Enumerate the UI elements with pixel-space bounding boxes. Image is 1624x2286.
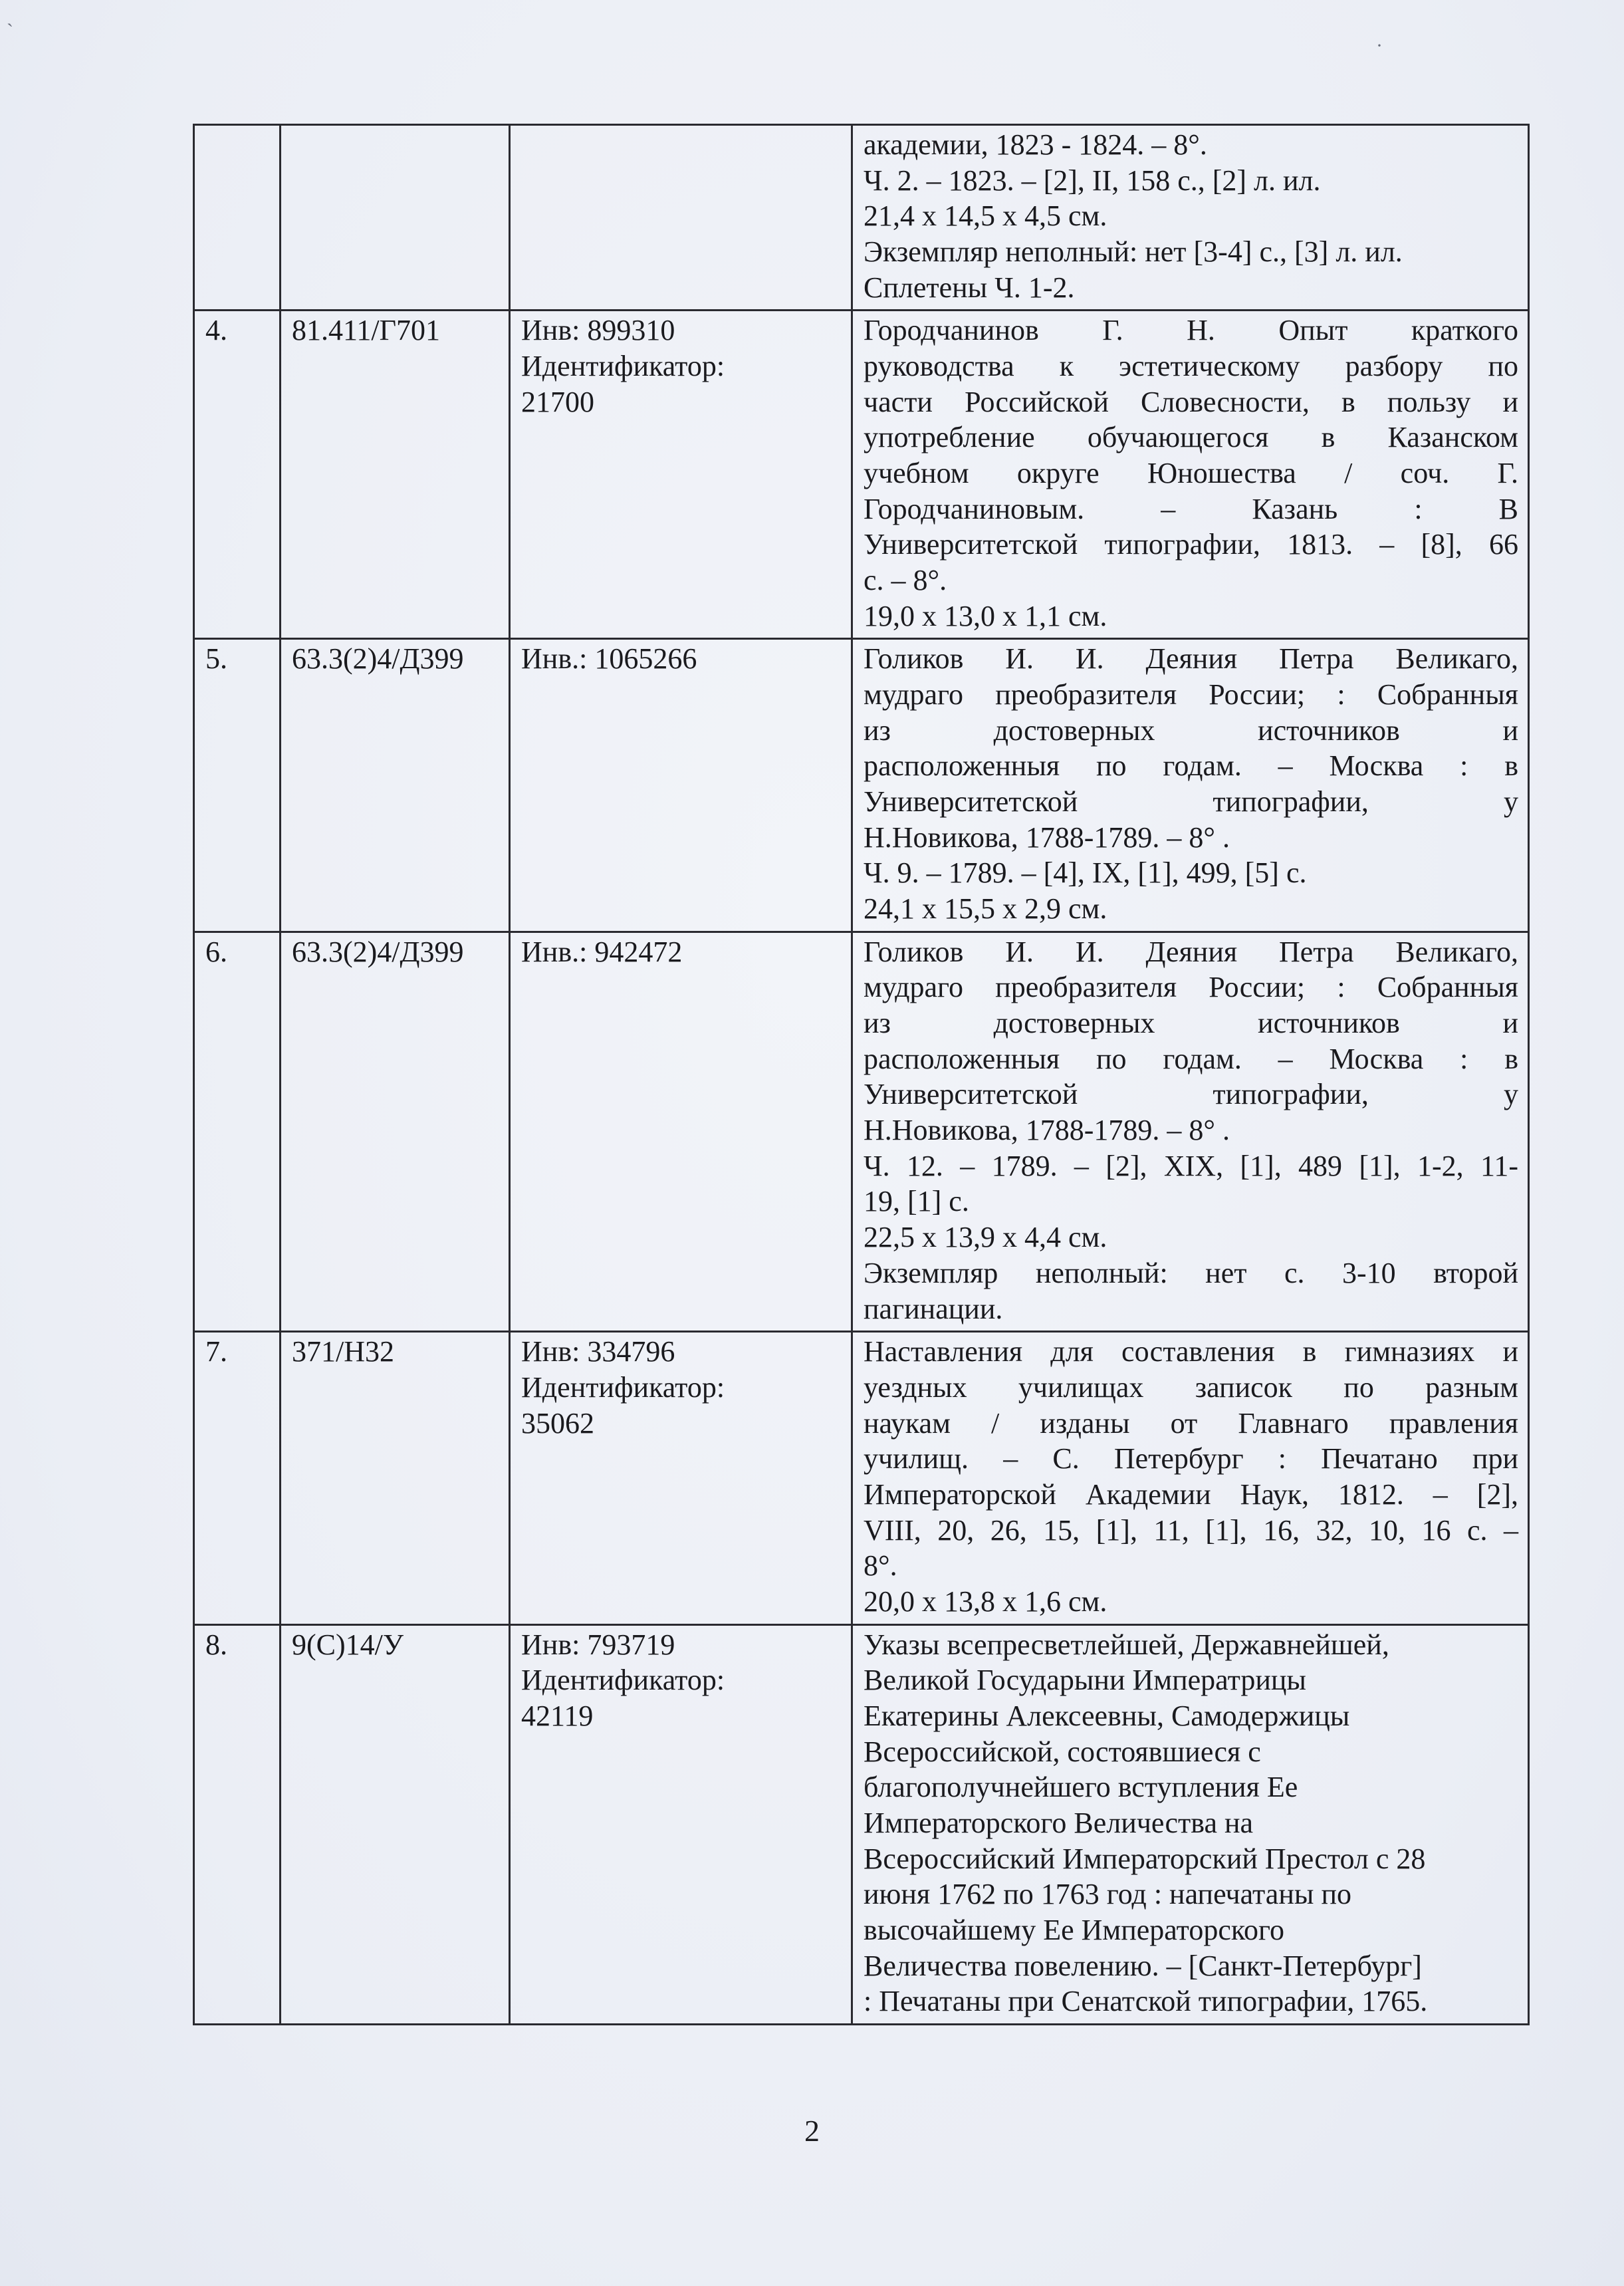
row-number: 4. (194, 311, 281, 639)
inventory-line: Инв: 793719 (521, 1628, 675, 1661)
inventory-line: Идентификатор: (521, 1370, 725, 1404)
shelf-mark: 81.411/Г701 (281, 311, 510, 639)
description-line: употребление обучающегося в Казанском (864, 421, 1518, 454)
description-line: Екатерины Алексеевны, Самодержицы (864, 1699, 1350, 1732)
inventory-line: Идентификатор: (521, 1664, 725, 1697)
scan-speck: ` (7, 20, 13, 42)
description-line: Экземпляр неполный: нет [3-4] с., [3] л. ил. (864, 235, 1403, 269)
description-line: Ч. 12. – 1789. – [2], XIX, [1], 489 [1], 1-2, 11- (864, 1149, 1518, 1182)
description-line: уездных училищах записок по разным (864, 1370, 1518, 1404)
description-line: Экземпляр неполный: нет с. 3-10 второй (864, 1256, 1518, 1289)
description-line: Великой Государыни Императрицы (864, 1664, 1306, 1697)
row-number: 8. (194, 1624, 281, 2024)
description-line: Голиков И. И. Деяния Петра Великаго, (864, 642, 1518, 676)
description-line: 22,5 x 13,9 x 4,4 см. (864, 1221, 1107, 1254)
row-number: 6. (194, 932, 281, 1331)
description-line: 8°. (864, 1549, 897, 1583)
shelf-mark: 371/Н32 (281, 1332, 510, 1624)
description-cell (852, 125, 1529, 311)
description-line: пагинации. (864, 1292, 1003, 1325)
inventory-cell (510, 311, 852, 639)
description-line: Императорской Академии Наук, 1812. – [2], (864, 1477, 1518, 1511)
table-row (194, 1332, 1529, 1624)
table-row (194, 639, 1529, 932)
description-line: академии, 1823 - 1824. – 8°. (864, 128, 1207, 161)
description-line: училищ. – С. Петербург : Печатано при (864, 1442, 1518, 1475)
description-line: Ч. 2. – 1823. – [2], II, 158 с., [2] л. ил. (864, 164, 1321, 197)
inventory-cell (510, 125, 852, 311)
description-line: учебном округе Юношества / соч. Г. (864, 457, 1518, 490)
description-cell (852, 639, 1529, 932)
description-line: Императорского Величества на (864, 1806, 1254, 1839)
table-row (194, 932, 1529, 1331)
description-line: высочайшему Ее Императорского (864, 1913, 1284, 1946)
description-line: Университетской типографии, у (864, 1078, 1518, 1111)
description-line: Городчанинов Г. Н. Опыт краткого (864, 314, 1518, 347)
description-line: июня 1762 по 1763 год : напечатаны по (864, 1878, 1351, 1911)
description-line: Городчаниновым. – Казань : В (864, 492, 1518, 525)
shelf-mark: 63.3(2)4/Д399 (281, 639, 510, 932)
description-line: 19, [1] с. (864, 1185, 969, 1218)
description-line: Сплетены Ч. 1-2. (864, 271, 1075, 304)
description-line: 19,0 x 13,0 x 1,1 см. (864, 599, 1107, 632)
description-line: Н.Новикова, 1788-1789. – 8° . (864, 1114, 1230, 1147)
description-line: Ч. 9. – 1789. – [4], IX, [1], 499, [5] с. (864, 856, 1307, 890)
inventory-line: Инв.: 1065266 (521, 642, 697, 676)
description-line: благополучнейшего вступления Ее (864, 1771, 1298, 1804)
catalog-body (194, 125, 1529, 2025)
description-cell (852, 1624, 1529, 2024)
catalog-table (193, 124, 1530, 2025)
description-line: с. – 8°. (864, 564, 947, 597)
row-number (194, 125, 281, 311)
description-line: мудраго преобразителя России; : Собранныя (864, 971, 1518, 1004)
description-line: Наставления для составления в гимназиях и (864, 1335, 1518, 1368)
inventory-line: 35062 (521, 1406, 594, 1440)
inventory-line: 21700 (521, 385, 594, 418)
table-row (194, 311, 1529, 639)
shelf-mark (281, 125, 510, 311)
description-line: Величества повелению. – [Санкт-Петербург] (864, 1949, 1422, 1982)
description-line: Всероссийский Императорский Престол с 28 (864, 1842, 1426, 1875)
description-line: Голиков И. И. Деяния Петра Великаго, (864, 935, 1518, 968)
description-line: 24,1 x 15,5 x 2,9 см. (864, 892, 1107, 926)
shelf-mark: 9(С)14/У (281, 1624, 510, 2024)
description-line: расположенныя по годам. – Москва : в (864, 749, 1518, 783)
shelf-mark: 63.3(2)4/Д399 (281, 932, 510, 1331)
inventory-cell (510, 932, 852, 1331)
inventory-line: Инв: 899310 (521, 314, 675, 347)
table-row (194, 125, 1529, 311)
description-line: Указы всепресветлейшей, Державнейшей, (864, 1628, 1389, 1661)
inventory-cell (510, 1624, 852, 2024)
row-number: 7. (194, 1332, 281, 1624)
inventory-line: Инв.: 942472 (521, 935, 683, 968)
description-line: 21,4 x 14,5 x 4,5 см. (864, 199, 1107, 233)
description-line: из достоверных источников и (864, 713, 1518, 747)
description-cell (852, 1332, 1529, 1624)
description-line: Университетской типографии, у (864, 785, 1518, 819)
description-line: мудраго преобразителя России; : Собранныя (864, 678, 1518, 711)
description-line: 20,0 x 13,8 x 1,6 см. (864, 1585, 1107, 1618)
description-cell (852, 932, 1529, 1331)
inventory-line: Идентификатор: (521, 350, 725, 383)
page-number: 2 (804, 2114, 820, 2148)
description-line: Университетской типографии, 1813. – [8], 66 (864, 528, 1518, 561)
row-number: 5. (194, 639, 281, 932)
description-line: из достоверных источников и (864, 1007, 1518, 1040)
description-line: Всероссийской, состоявшиеся с (864, 1735, 1261, 1768)
scan-speck: · (1376, 35, 1383, 57)
description-line: руководства к эстетическому разбору по (864, 350, 1518, 383)
inventory-line: Инв: 334796 (521, 1335, 675, 1368)
description-cell (852, 311, 1529, 639)
inventory-line: 42119 (521, 1699, 594, 1732)
description-line: VIII, 20, 26, 15, [1], 11, [1], 16, 32, 10, 16 с. – (864, 1513, 1518, 1547)
description-line: расположенныя по годам. – Москва : в (864, 1042, 1518, 1075)
inventory-cell (510, 639, 852, 932)
description-line: : Печатаны при Сенатской типографии, 1765. (864, 1985, 1428, 2018)
description-line: Н.Новикова, 1788-1789. – 8° . (864, 821, 1230, 854)
table-row (194, 1624, 1529, 2024)
description-line: части Российской Словесности, в пользу и (864, 385, 1518, 418)
description-line: наукам / изданы от Главнаго правления (864, 1406, 1518, 1440)
inventory-cell (510, 1332, 852, 1624)
